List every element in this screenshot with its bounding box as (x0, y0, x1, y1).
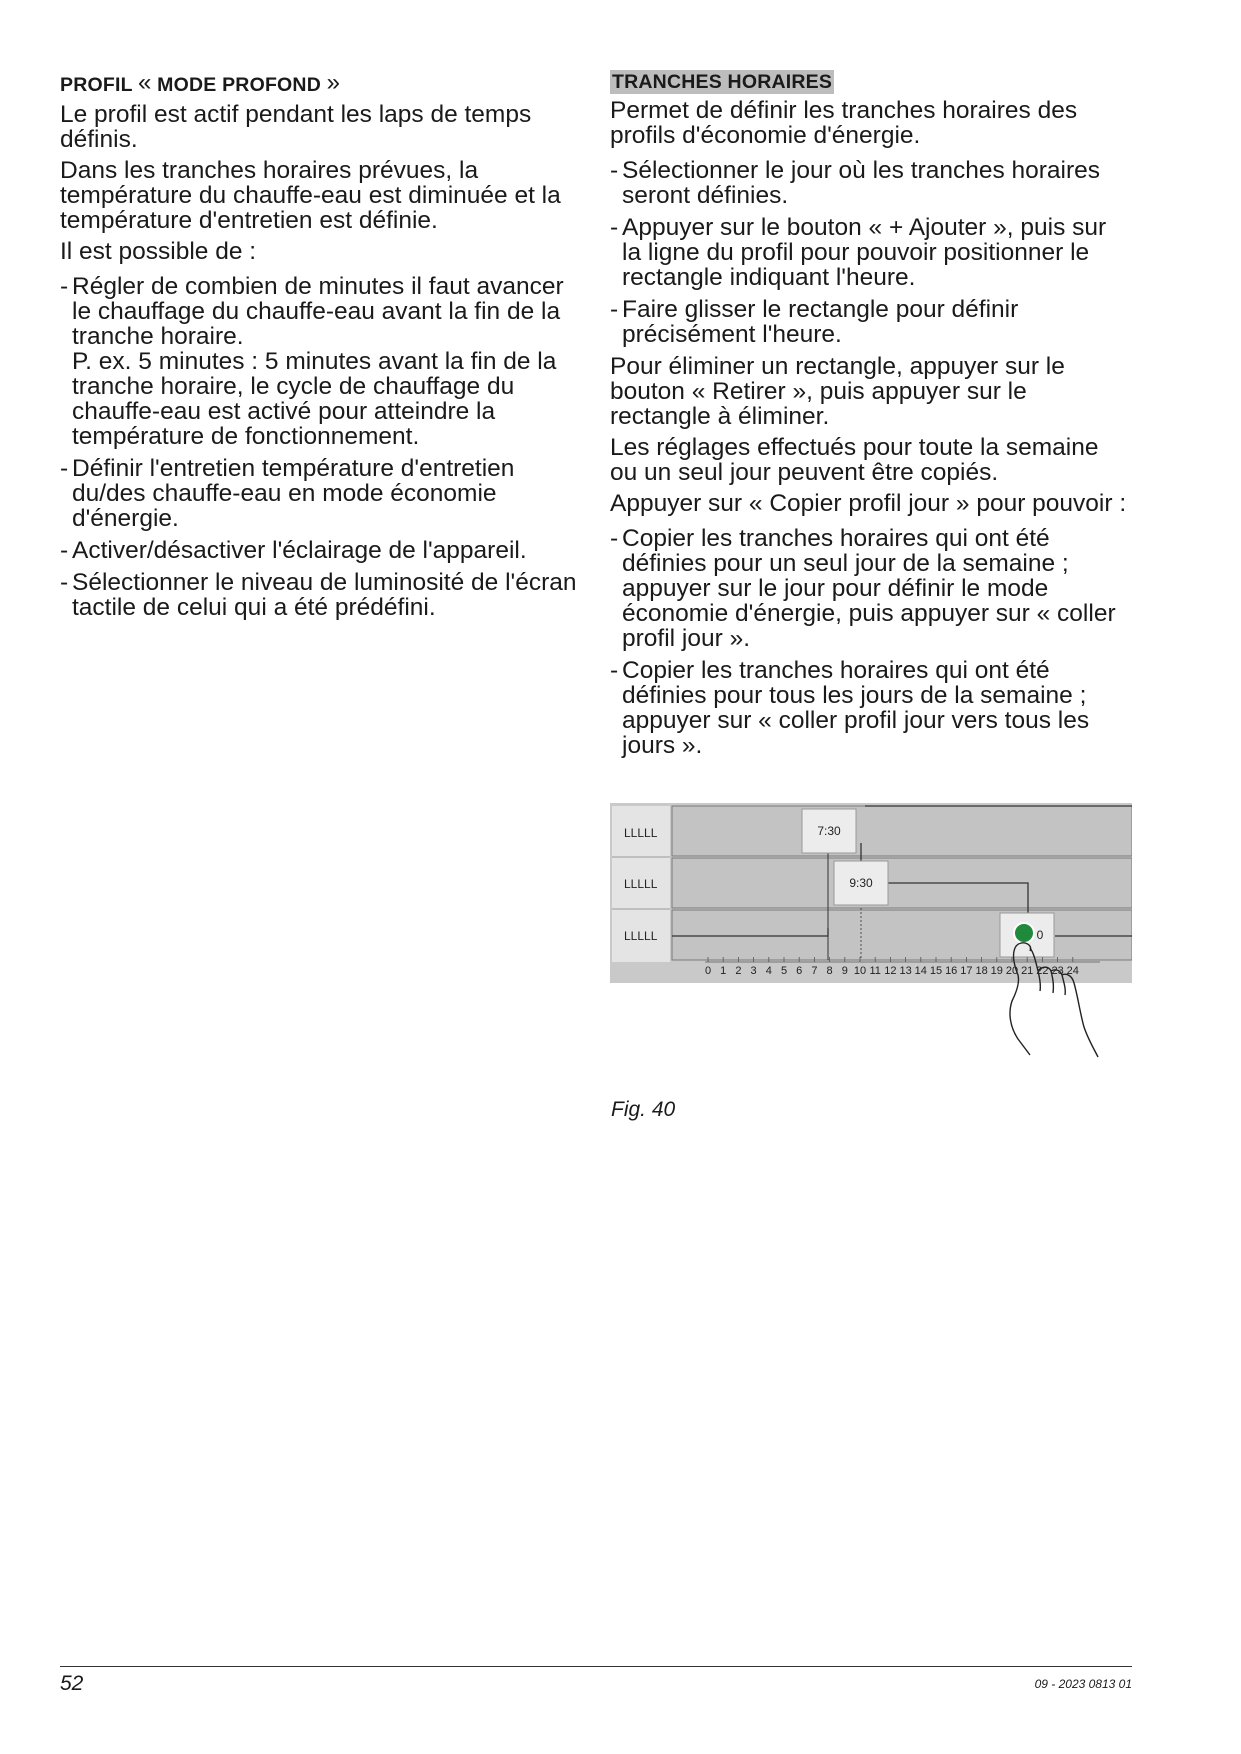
list-item-text: Copier les tranches horaires qui ont été définies pour un seul jour de la semaine ; appuyer sur le jour pour définir le mode économie d'énergie, puis appuyer sur « coller profil jour ». (622, 525, 1116, 652)
hour-tick-label: 12 (884, 965, 897, 977)
hour-tick-label: 2 (735, 965, 742, 977)
paragraph: Il est possible de : (60, 238, 257, 265)
hour-tick-label: 21 (1021, 965, 1034, 977)
row-track (672, 806, 1132, 856)
hour-tick-label: 17 (960, 965, 973, 977)
footer-divider (60, 1666, 1132, 1667)
hour-tick-label: 22 (1036, 965, 1049, 977)
paragraph: Les réglages effectués pour toute la semaine ou un seul jour peuvent être copiés. (610, 434, 1099, 486)
hour-tick-label: 15 (929, 965, 943, 977)
list-item-text: Copier les tranches horaires qui ont été définies pour tous les jours de la semaine ; appuyer sur « coller profil jour vers tous les jours ». (622, 657, 1090, 759)
document-code: 09 - 2023 0813 01 (1034, 1677, 1132, 1691)
row-label: LLLLL (624, 929, 658, 943)
heading-highlight: TRANCHES HORAIRES (612, 71, 833, 93)
left-column (60, 70, 580, 627)
hour-tick-label: 1 (720, 965, 727, 977)
time-label: 7:30 (817, 824, 841, 838)
time-label: 0 (1036, 928, 1044, 942)
list-item-example: P. ex. 5 minutes : 5 minutes avant la fin de la tranche horaire, le cycle de chauffage du chauffe-eau est activé pour atteindre la température de fonctionnement. (72, 348, 557, 450)
list-item-text: Définir l'entretien température d'entretien du/des chauffe-eau en mode économie d'énergie. (72, 455, 515, 532)
page-number: 52 (60, 1672, 84, 1695)
heading-word: PROFIL (60, 74, 133, 96)
list-item: - Faire glisser le rectangle pour définir précisément l'heure. (610, 296, 1019, 348)
hour-tick-label: 19 (990, 965, 1003, 977)
hour-tick-label: 9 (841, 965, 848, 977)
hour-tick-label: 5 (780, 965, 788, 977)
right-column (610, 70, 1130, 765)
hour-tick-label: 24 (1066, 965, 1079, 977)
hour-tick-label: 20 (1005, 965, 1019, 977)
hour-tick-label: 13 (899, 965, 912, 977)
list-item: - Sélectionner le niveau de luminosité de l'écran tactile de celui qui a été prédéfini. (60, 569, 577, 621)
hour-tick-label: 8 (826, 965, 833, 977)
paragraph: Pour éliminer un rectangle, appuyer sur le bouton « Retirer », puis appuyer sur le rectangle à éliminer. (610, 353, 1065, 430)
list-item-text: Appuyer sur le bouton « + Ajouter », puis sur la ligne du profil pour pouvoir positionner le rectangle indiquant l'heure. (622, 214, 1107, 291)
hour-tick-label: 10 (853, 965, 867, 977)
list-item-text: Faire glisser le rectangle pour définir précisément l'heure. (622, 296, 1019, 348)
row-label: LLLLL (624, 826, 658, 840)
list-item: - Appuyer sur le bouton « + Ajouter », puis sur la ligne du profil pour pouvoir positionner le rectangle indiquant l'heure. (610, 214, 1107, 291)
hour-tick-label: 23 (1051, 965, 1064, 977)
schedule-illustration (610, 803, 1132, 1093)
list-item: - Copier les tranches horaires qui ont été définies pour un seul jour de la semaine ; appuyer sur le jour pour définir le mode économie d'énergie, puis appuyer sur « coller profil jour ». (610, 525, 1116, 652)
paragraph: Appuyer sur « Copier profil jour » pour pouvoir : (610, 490, 1127, 517)
paragraph: Le profil est actif pendant les laps de temps définis. (60, 101, 532, 153)
heading-quote-open: « (137, 69, 152, 96)
list-item: - Définir l'entretien température d'entretien du/des chauffe-eau en mode économie d'énergie. (60, 455, 515, 532)
figure-40 (610, 803, 1132, 1093)
hour-tick-label: 11 (869, 965, 881, 977)
paragraph: Dans les tranches horaires prévues, la température du chauffe-eau est diminuée et la température d'entretien est définie. (60, 157, 561, 234)
list-item-text: Activer/désactiver l'éclairage de l'appareil. (72, 537, 527, 564)
hour-tick-label: 18 (975, 965, 988, 977)
row-track (672, 910, 1132, 960)
row-label: LLLLL (624, 877, 658, 891)
list-item: - Activer/désactiver l'éclairage de l'appareil. (60, 537, 527, 564)
hour-tick-label: 0 (704, 965, 712, 977)
hour-tick-label: 16 (945, 965, 958, 977)
hour-tick-label: 3 (750, 965, 757, 977)
list-item-text: Sélectionner le jour où les tranches horaires seront définies. (622, 157, 1101, 209)
paragraph: Permet de définir les tranches horaires des profils d'économie d'énergie. (610, 97, 1078, 149)
section-heading-profil (60, 70, 580, 98)
hour-tick-label: 7 (811, 965, 818, 977)
section-heading-tranches (610, 70, 1130, 94)
heading-quote-close: » (326, 69, 341, 96)
list-item: - Sélectionner le jour où les tranches horaires seront définies. (610, 157, 1101, 209)
list-item: - Régler de combien de minutes il faut avancer le chauffage du chauffe-eau avant la fin de la tranche horaire. P. ex. 5 minutes : 5 minutes avant la fin de la tranche horaire, le cycle de chauffage du chauffe-eau est activé pour atteindre la température de fonctionnement. (60, 273, 564, 450)
hour-tick-label: 6 (796, 965, 803, 977)
time-label: 9:30 (849, 876, 873, 890)
figure-caption: Fig. 40 (611, 1098, 676, 1121)
touch-marker-icon (1014, 923, 1034, 943)
hour-tick-label: 4 (765, 965, 772, 977)
hour-tick-label: 14 (914, 965, 927, 977)
list-item-text: Régler de combien de minutes il faut avancer le chauffage du chauffe-eau avant la fin de la tranche horaire. (72, 273, 564, 350)
list-item: - Copier les tranches horaires qui ont été définies pour tous les jours de la semaine ; appuyer sur « coller profil jour vers tous les jours ». (610, 657, 1090, 759)
list-item-text: Sélectionner le niveau de luminosité de l'écran tactile de celui qui a été prédéfini. (72, 569, 577, 621)
heading-word: MODE PROFOND (157, 74, 321, 96)
